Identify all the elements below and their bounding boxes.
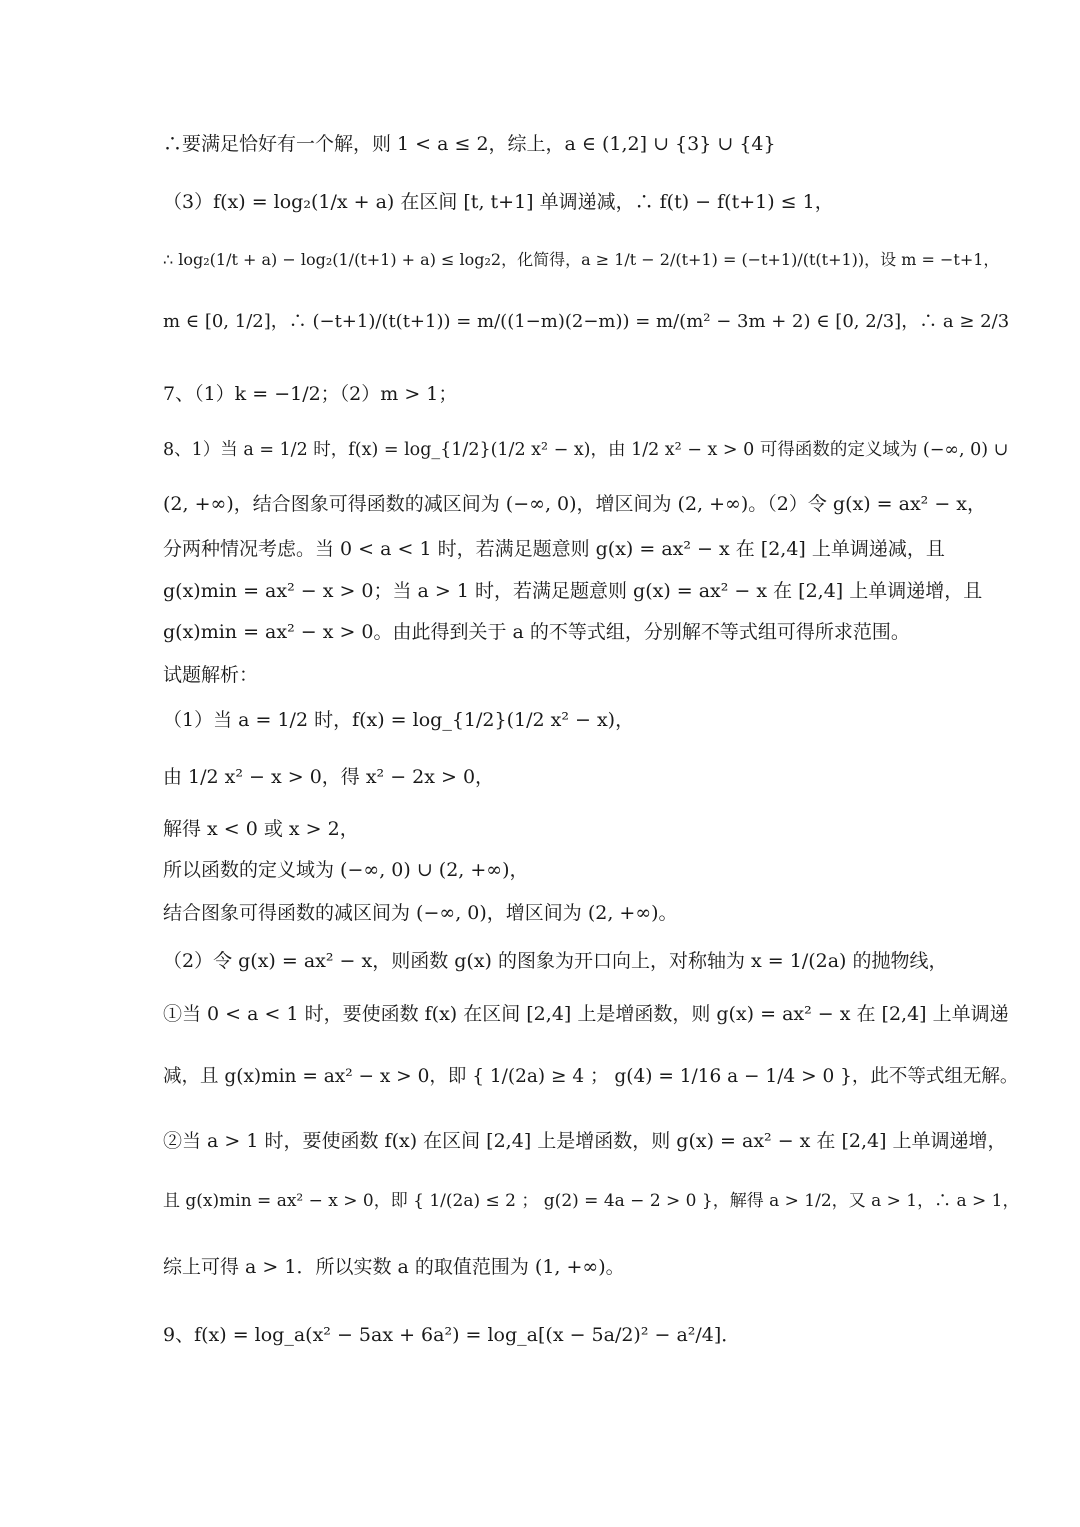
text-line: 分两种情况考虑。当 0 < a < 1 时，若满足题意则 g(x) = ax² − x 在 [2,4] 上单调递减，且	[163, 538, 945, 560]
text-line: 9、f(x) = log_a(x² − 5ax + 6a²) = log_a[(x − 5a/2)² − a²/4]．	[163, 1324, 741, 1346]
text-line: 7、（1）k = −1/2；（2）m > 1；	[163, 383, 458, 405]
text-line: （1）当 a = 1/2 时，f(x) = log_{1/2}(1/2 x² − x)，	[163, 709, 635, 731]
text-line: g(x)min = ax² − x > 0；当 a > 1 时，若满足题意则 g(x) = ax² − x 在 [2,4] 上单调递增，且	[163, 580, 983, 602]
text-line: ②当 a > 1 时，要使函数 f(x) 在区间 [2,4] 上是增函数，则 g(x) = ax² − x 在 [2,4] 上单调递增，	[163, 1130, 1007, 1152]
text-line: 8、1）当 a = 1/2 时，f(x) = log_{1/2}(1/2 x² − x)，由 1/2 x² − x > 0 可得函数的定义域为 (−∞, 0) ∪	[163, 440, 1009, 460]
text-line: 减，且 g(x)min = ax² − x > 0，即 { 1/(2a) ≥ 4 ； g(4) = 1/16 a − 1/4 > 0 }，此不等式组无解。	[163, 1066, 1019, 1087]
text-line: g(x)min = ax² − x > 0。由此得到关于 a 的不等式组，分别解不等式组可得所求范围。	[163, 621, 910, 643]
text-line: 综上可得 a > 1．所以实数 a 的取值范围为 (1, +∞)。	[163, 1256, 625, 1278]
text-line: （2）令 g(x) = ax² − x，则函数 g(x) 的图象为开口向上，对称轴为 x = 1/(2a) 的抛物线，	[163, 950, 948, 972]
text-line: 所以函数的定义域为 (−∞, 0) ∪ (2, +∞)，	[163, 859, 529, 881]
text-line: ∴ log₂(1/t + a) − log₂(1/(t+1) + a) ≤ log₂2，化简得，a ≥ 1/t − 2/(t+1) = (−t+1)/(t(t+1))，设 m = −t+1，	[163, 250, 1000, 269]
text-line: ①当 0 < a < 1 时，要使函数 f(x) 在区间 [2,4] 上是增函数，则 g(x) = ax² − x 在 [2,4] 上单调递	[163, 1003, 1009, 1025]
text-line: 解得 x < 0 或 x > 2，	[163, 818, 359, 840]
text-line: 由 1/2 x² − x > 0，得 x² − 2x > 0，	[163, 766, 495, 788]
text-line: (2, +∞)，结合图象可得函数的减区间为 (−∞, 0)，增区间为 (2, +∞)。（2）令 g(x) = ax² − x，	[163, 493, 987, 515]
text-line: 试题解析：	[163, 664, 259, 686]
text-line: 且 g(x)min = ax² − x > 0，即 { 1/(2a) ≤ 2 ； g(2) = 4a − 2 > 0 }，解得 a > 1/2，又 a > 1，∴ a > 1，	[163, 1191, 1020, 1211]
text-line: 结合图象可得函数的减区间为 (−∞, 0)，增区间为 (2, +∞)。	[163, 902, 678, 924]
text-line: （3）f(x) = log₂(1/x + a) 在区间 [t, t+1] 单调递减，∴ f(t) − f(t+1) ≤ 1，	[163, 191, 834, 213]
text-line: ∴要满足恰好有一个解，则 1 < a ≤ 2，综上，a ∈ (1,2] ∪ {3} ∪ {4}	[163, 133, 776, 155]
text-line: m ∈ [0, 1/2]，∴ (−t+1)/(t(t+1)) = m/((1−m)(2−m)) = m/(m² − 3m + 2) ∈ [0, 2/3]，∴ a ≥ 2/3	[163, 311, 1010, 332]
